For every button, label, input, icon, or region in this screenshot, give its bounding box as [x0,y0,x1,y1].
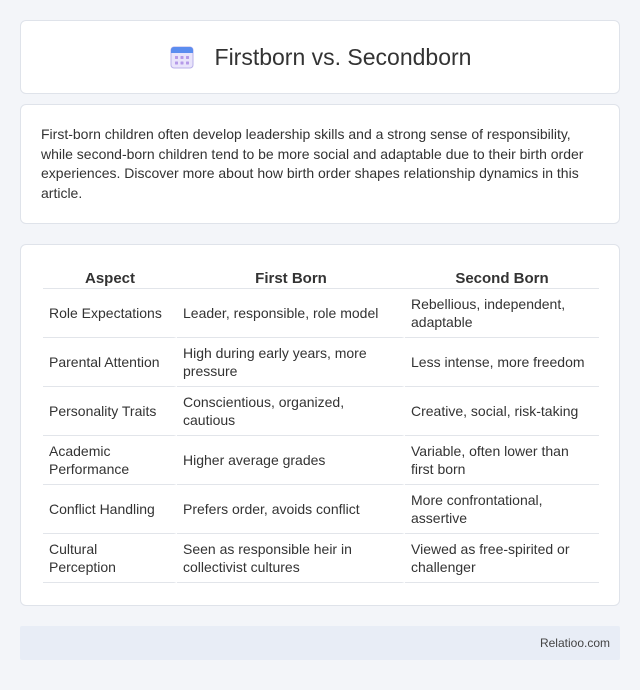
column-header-first-born: First Born [177,265,405,289]
second-born-cell: Variable, often lower than first born [405,436,599,485]
first-born-cell: Higher average grades [177,436,405,485]
second-born-cell: Less intense, more freedom [405,338,599,387]
table-row [43,436,599,485]
table-row [43,289,599,338]
column-header-aspect: Aspect [43,265,177,289]
title-card [20,20,620,94]
aspect-cell: Personality Traits [43,387,177,436]
first-born-cell: Seen as responsible heir in collectivist cultures [177,534,405,583]
calendar-icon [169,44,195,70]
first-born-cell: Conscientious, organized, cautious [177,387,405,436]
table-row [43,485,599,534]
page-title: Firstborn vs. Secondborn [214,43,472,70]
second-born-cell: More confrontational, assertive [405,485,599,534]
first-born-cell: Leader, responsible, role model [177,289,405,338]
table-row [43,534,599,583]
second-born-cell: Creative, social, risk-taking [405,387,599,436]
aspect-cell: Role Expectations [43,289,177,338]
intro-text: First-born children often develop leadership skills and a strong sense of responsibility, while second-born children tend to be more social and adaptable due to their birth order experiences. Discover more about how birth order shapes relationship dynamics in this article. [41,126,584,201]
second-born-cell: Viewed as free-spirited or challenger [405,534,599,583]
column-header-second-born: Second Born [405,265,599,289]
comparison-table [43,265,599,583]
first-born-cell: High during early years, more pressure [177,338,405,387]
aspect-cell: Academic Performance [43,436,177,485]
aspect-cell: Cultural Perception [43,534,177,583]
intro-card [20,104,620,224]
comparison-card [20,244,620,606]
table-row [43,338,599,387]
aspect-cell: Parental Attention [43,338,177,387]
second-born-cell: Rebellious, independent, adaptable [405,289,599,338]
aspect-cell: Conflict Handling [43,485,177,534]
footer-site-link[interactable]: Relatioo.com [539,636,610,650]
table-header-row [43,265,599,289]
footer [20,626,620,660]
table-row [43,387,599,436]
first-born-cell: Prefers order, avoids conflict [177,485,405,534]
